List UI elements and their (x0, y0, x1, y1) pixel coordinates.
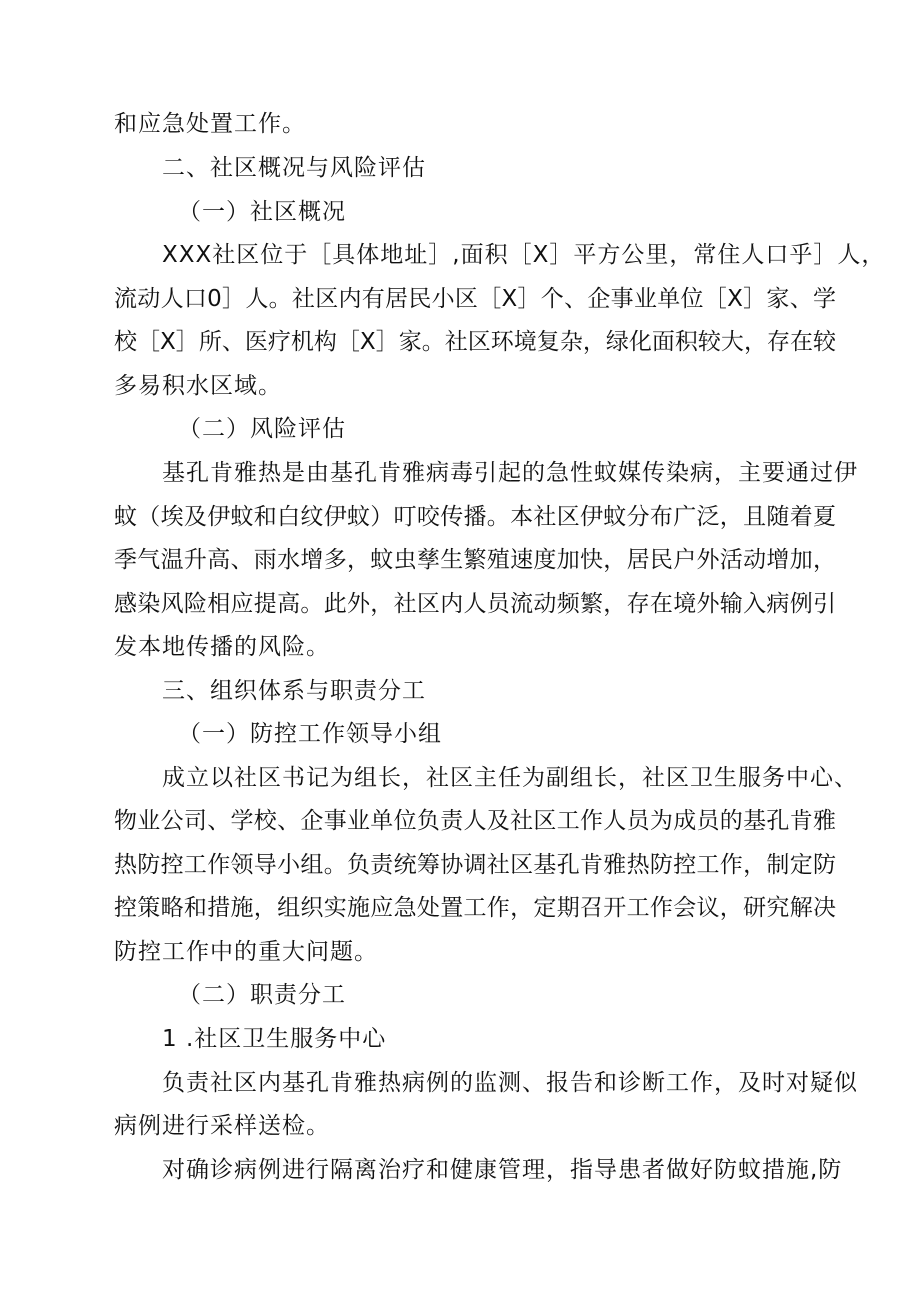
subsection-heading: （一）防控工作领导小组 (178, 721, 442, 747)
subsection-heading: （二）职责分工 (178, 982, 346, 1008)
subsection-heading: （二）风险评估 (178, 416, 346, 442)
text-line: 负责社区内基孔肯雅热病例的监测、报告和诊断工作，及时对疑似 (162, 1070, 858, 1096)
text-line: 病例进行采样送检。 (114, 1113, 330, 1139)
section-heading: 二、社区概况与风险评估 (162, 155, 426, 181)
text-line: 季气温升高、雨水增多，蚊虫孳生繁殖速度加快，居民户外活动增加， (114, 547, 836, 573)
text-line: 物业公司、学校、企事业单位负责人及社区工作人员为成员的基孔肯雅 (114, 808, 836, 834)
text-line: 多易积水区域。 (114, 373, 282, 399)
text-line: 流动人口0］人。社区内有居民小区［X］个、企事业单位［X］家、学 (114, 286, 836, 312)
text-line: 蚊（埃及伊蚊和白纹伊蚊）叮咬传播。本社区伊蚊分布广泛，且随着夏 (114, 504, 836, 530)
text-line: 和应急处置工作。 (114, 111, 306, 137)
subsection-heading: （一）社区概况 (178, 199, 346, 225)
text-line: 感染风险相应提高。此外，社区内人员流动频繁，存在境外输入病例引 (114, 591, 836, 617)
text-line: 发本地传播的风险。 (114, 634, 330, 660)
text-line: 对确诊病例进行隔离治疗和健康管理，指导患者做好防蚊措施,防 (162, 1157, 843, 1183)
text-line: 成立以社区书记为组长，社区主任为副组长，社区卫生服务中心、 (162, 765, 858, 791)
text-line: 基孔肯雅热是由基孔肯雅病毒引起的急性蚊媒传染病，主要通过伊 (162, 460, 858, 486)
text-line: 控策略和措施，组织实施应急处置工作，定期召开工作会议，研究解决 (114, 895, 836, 921)
item-heading: 1 .社区卫生服务中心 (162, 1026, 387, 1052)
text-line: 热防控工作领导小组。负责统筹协调社区基孔肯雅热防控工作，制定防 (114, 852, 836, 878)
text-line: 校［X］所、医疗机构［X］家。社区环境复杂，绿化面积较大，存在较 (114, 329, 836, 355)
text-line: 防控工作中的重大问题。 (114, 939, 378, 965)
section-heading: 三、组织体系与职责分工 (162, 678, 426, 704)
text-line: XXX社区位于［具体地址］,面积［X］平方公里，常住人口乎］人， (162, 242, 886, 268)
